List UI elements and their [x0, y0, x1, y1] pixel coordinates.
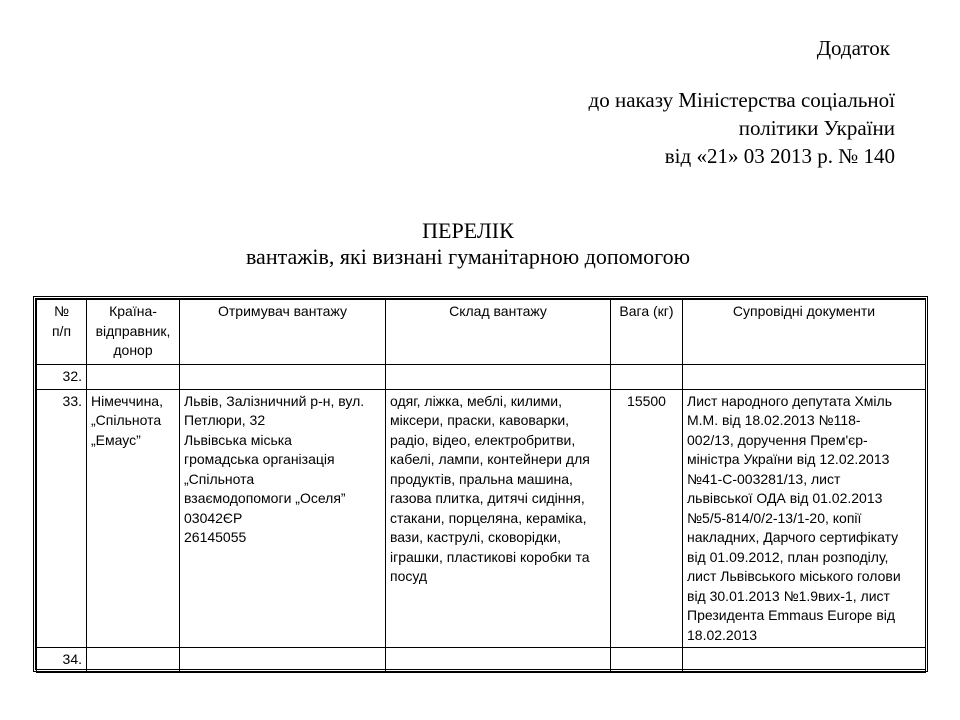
cell-composition — [386, 365, 611, 390]
column-header-weight: Вага (кг) — [611, 300, 683, 365]
column-header-documents: Супровідні документи — [683, 300, 926, 365]
cell-documents — [683, 365, 926, 390]
cell-weight — [611, 365, 683, 390]
cell-composition — [386, 648, 611, 673]
cell-documents: Лист народного депутата Хміль М.М. від 18.02.2013 №118- 002/13, доручення Прем'єр- міністра України від 12.02.2013 №41-С-003281/13, лист львівської ОДА від 01.02.2013 №5/5-814/0/2-13/1-20, копії накладних, Дарчого сертифікату від 01.09.2012, план розподілу, лист Львівського міського голови від 30.01.2013 №1.9вих-1, лист Президента Emmaus Europe від 18.02.2013 — [683, 389, 926, 648]
addendum-title: Додаток — [816, 36, 890, 60]
order-line: від «21» 03 2013 р. № 140 — [664, 144, 895, 168]
cell-weight — [611, 648, 683, 673]
document-title: ПЕРЕЛІК — [422, 218, 514, 243]
order-reference — [589, 86, 895, 170]
cell-recipient: Львів, Залізничний р-н, вул. Петлюри, 32 Львівська міська громадська організація „Спільнота взаємодопомоги „Оселя” 03042ЄР 26145055 — [180, 389, 386, 648]
cargo-table-frame — [33, 296, 928, 672]
column-header-country-donor: Країна- відправник, донор — [87, 300, 180, 365]
cell-documents — [683, 648, 926, 673]
table-row — [37, 389, 926, 648]
cell-number: 33. — [37, 389, 87, 648]
order-line: політики України — [738, 116, 895, 140]
document-subtitle: вантажів, які визнані гуманітарною допомогою — [245, 244, 691, 269]
cell-weight: 15500 — [611, 389, 683, 648]
column-header-composition: Склад вантажу — [386, 300, 611, 365]
order-line: до наказу Міністерства соціальної — [588, 88, 895, 112]
cell-country — [87, 648, 180, 673]
cell-recipient — [180, 648, 386, 673]
table-row — [37, 365, 926, 390]
cell-composition: одяг, ліжка, меблі, килими, міксери, праски, кавоварки, радіо, відео, електробритви, кабелі, лампи, контейнери для продуктів, пральна машина, газова плитка, дитячі сидіння, стакани, порцеляна, кераміка, вази, каструлі, сковорідки, іграшки, пластикові коробки та посуд — [386, 389, 611, 648]
cell-country — [87, 365, 180, 390]
cargo-table — [36, 299, 926, 673]
column-header-number: № п/п — [37, 300, 87, 365]
cell-number: 34. — [37, 648, 87, 673]
cell-recipient — [180, 365, 386, 390]
column-header-recipient: Отримувач вантажу — [180, 300, 386, 365]
table-row — [37, 648, 926, 673]
cell-country: Німеччина, „Спільнота „Емаус” — [87, 389, 180, 648]
cell-number: 32. — [37, 365, 87, 390]
table-header-row — [37, 300, 926, 365]
